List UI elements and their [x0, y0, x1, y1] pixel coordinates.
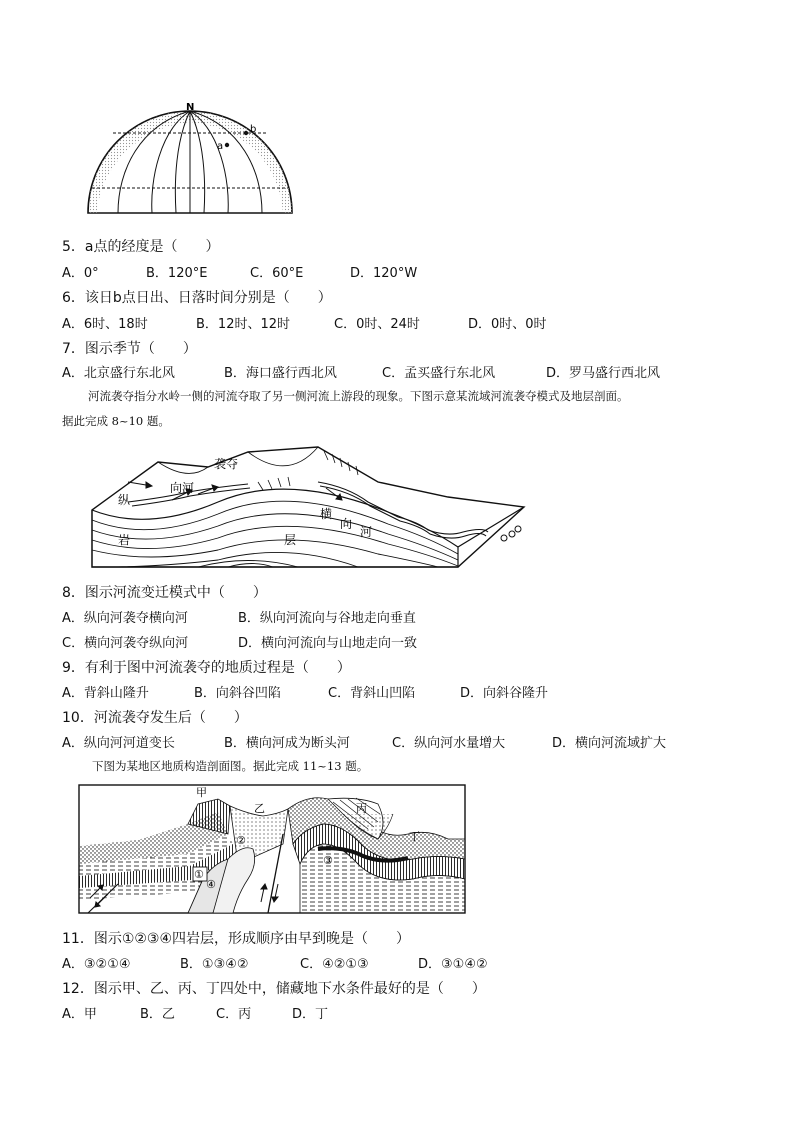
question-12-stem: 12．图示甲、乙、丙、丁四处中，储藏地下水条件最好的是（ ） [62, 981, 486, 997]
layer-3-label: ③ [323, 854, 333, 867]
q6-option-d[interactable]: D．0时、0时 [468, 317, 547, 332]
q5-option-c[interactable]: C．60°E [250, 266, 304, 281]
q12-option-c[interactable]: C．丙 [216, 1007, 252, 1022]
river-capture-figure [88, 442, 528, 572]
q11-option-d[interactable]: D．③①④② [418, 957, 488, 972]
question-8-stem: 8．图示河流变迁模式中（ ） [62, 585, 267, 601]
q10-option-d[interactable]: D．横向河流域扩大 [552, 736, 667, 751]
q11-option-b[interactable]: B．①③④② [180, 957, 249, 972]
q11-option-a[interactable]: A．③②①④ [62, 957, 131, 972]
q8-option-b[interactable]: B．纵向河流向与谷地走向垂直 [238, 611, 416, 626]
q8-option-c[interactable]: C．横向河袭夺纵向河 [62, 636, 189, 651]
q6-option-b[interactable]: B．12时、12时 [196, 317, 291, 332]
question-9-stem: 9．有利于图中河流袭夺的地质过程是（ ） [62, 660, 351, 676]
q12-option-b[interactable]: B．乙 [140, 1007, 175, 1022]
q9-option-c[interactable]: C．背斜山凹陷 [328, 686, 416, 701]
q12-option-a[interactable]: A．甲 [62, 1007, 97, 1022]
q7-option-a[interactable]: A．北京盛行东北风 [62, 366, 175, 381]
layer-2-label: ② [236, 834, 246, 847]
question-7-stem: 7．图示季节（ ） [62, 341, 197, 357]
q8-option-d[interactable]: D．横向河流向与山地走向一致 [238, 636, 418, 651]
q7-option-d[interactable]: D．罗马盛行西北风 [546, 366, 661, 381]
layer-4-label: ④ [206, 878, 216, 891]
strata-label-2: 层 [284, 533, 297, 547]
strata-label-1: 岩 [118, 533, 131, 547]
site-bing-label: 丙 [356, 802, 367, 815]
capture-label: 袭夺 [214, 457, 239, 471]
vertical-river-label-1: 纵 [118, 493, 131, 507]
q6-option-a[interactable]: A．6时、18时 [62, 317, 148, 332]
question-6-stem: 6．该日b点日出、日落时间分别是（ ） [62, 290, 332, 306]
intro-11-13-line1: 下图为某地区地质构造剖面图。据此完成 11~13 题。 [92, 759, 369, 773]
question-5-stem: 5．a点的经度是（ ） [62, 239, 220, 255]
site-ding-label: 丁 [409, 830, 420, 843]
q7-option-c[interactable]: C．孟买盛行东北风 [382, 366, 496, 381]
geologic-section-figure [78, 784, 466, 914]
q9-option-a[interactable]: A．背斜山隆升 [62, 686, 149, 701]
point-a-label: a [217, 141, 224, 152]
point-b-label: b [250, 124, 257, 135]
q9-option-d[interactable]: D．向斜谷隆升 [460, 686, 549, 701]
site-yi-label: 乙 [254, 802, 265, 815]
q10-option-c[interactable]: C．纵向河水量增大 [392, 736, 506, 751]
layer-1-label: ① [194, 868, 204, 881]
transverse-river-label-2: 向 [340, 517, 353, 531]
intro-8-10-line1: 河流袭夺指分水岭一侧的河流夺取了另一侧河流上游段的现象。下图示意某流域河流袭夺模式及地层剖面。 [88, 389, 629, 403]
q11-option-c[interactable]: C．④②①③ [300, 957, 369, 972]
question-10-stem: 10．河流袭夺发生后（ ） [62, 710, 248, 726]
vertical-river-label-2: 向河 [170, 481, 195, 495]
q5-option-b[interactable]: B．120°E [146, 266, 208, 281]
q8-option-a[interactable]: A．纵向河袭夺横向河 [62, 611, 188, 626]
north-label: N [186, 102, 195, 113]
intro-8-10-line2: 据此完成 8~10 题。 [62, 414, 170, 428]
transverse-river-label-3: 河 [360, 525, 373, 539]
q10-option-a[interactable]: A．纵向河河道变长 [62, 736, 175, 751]
q5-option-a[interactable]: A．0° [62, 266, 99, 281]
q12-option-d[interactable]: D．丁 [292, 1007, 329, 1022]
transverse-river-label-1: 横 [320, 507, 333, 521]
site-jia-label: 甲 [196, 786, 207, 799]
question-11-stem: 11．图示①②③④四岩层，形成顺序由早到晚是（ ） [62, 931, 411, 947]
q10-option-b[interactable]: B．横向河成为断头河 [224, 736, 350, 751]
hemisphere-figure [80, 100, 300, 220]
q6-option-c[interactable]: C．0时、24时 [334, 317, 420, 332]
q5-option-d[interactable]: D．120°W [350, 266, 418, 281]
q9-option-b[interactable]: B．向斜谷凹陷 [194, 686, 281, 701]
q7-option-b[interactable]: B．海口盛行西北风 [224, 366, 337, 381]
